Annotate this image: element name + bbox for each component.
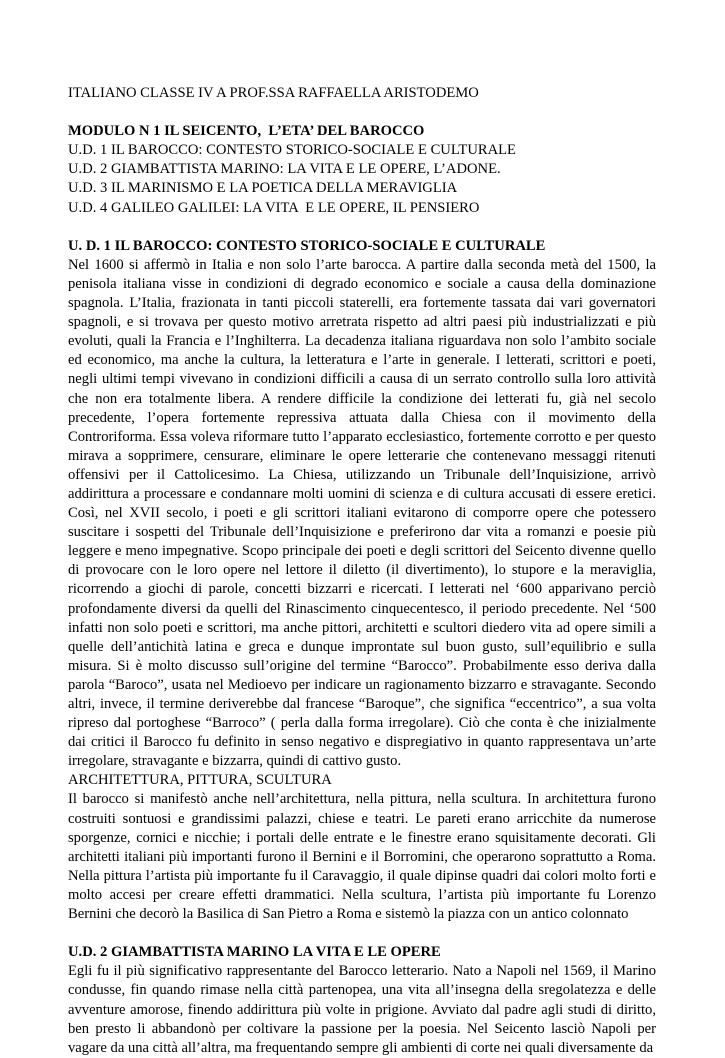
section-heading: U.D. 2 GIAMBATTISTA MARINO LA VITA E LE OPERE bbox=[68, 944, 441, 961]
spacer bbox=[68, 924, 656, 943]
section-paragraph: Nel 1600 si affermò in Italia e non solo l’arte barocca. A partire dalla seconda metà del 1500, la penisola italiana visse in condizioni di degrado economico e sociale a causa della dominazione spagnola. L’Italia, frazionata in tanti piccoli staterelli, era fortemente tassata dai vari governatori spagnoli, e si trovava per questo motivo arretrata rispetto ad altri paesi più industrializzati e più evoluti, quali la Francia e l’Inghilterra. La decadenza italiana riguardava non solo l’ambito sociale ed economico, ma anche la cultura, la letteratura e l’arte in generale. I letterati, scrittori e poeti, negli ultimi tempi vivevano in condizioni difficili a causa di un serrato controllo sulla loro attività che non era totalmente libera. A rendere difficile la condizione dei letterati fu, già nel secolo precedente, l’opera fortemente repressiva attuata dalla Chiesa con il movimento della Controriforma. Essa voleva riformare tutto l’apparato ecclesiastico, fortemente corrotto e per questo mirava a sopprimere, censurare, eliminare le opere letterarie che contenevano messaggi ritenuti offensivi per il Cattolicesimo. La Chiesa, utilizzando un Tribunale dell’Inquisizione, arrivò addirittura a processare e condannare molti uomini di scienza e di cultura accusati di essere eretici. Così, nel XVII secolo, i poeti e gli scrittori italiani evitarono di comporre opere che potessero suscitare i sospetti del Tribunale dell’Inquisizione e preferirono dar vita a romanzi e poesie più leggere e meno impegnative. Scopo principale dei poeti e degli scrittori del Seicento divenne quello di provocare con le loro opere nel lettore il diletto (il divertimento), lo stupore e la meraviglia, ricorrendo a giochi di parole, concetti bizzarri e ricercati. I letterati nel ‘600 apparivano perciò profondamente diversi da quelli del Rinascimento cinquecentesco, il periodo precedente. Nel ‘500 infatti non solo poeti e scrittori, ma anche pittori, architetti e scultori diedero vita ad opere simili a quelle dell’antichità latina e greca e dunque improntate sul buon gusto, sull’equilibrio e sulla misura. Si è molto discusso sull’origine del termine “Barocco”. Probabilmente esso deriva dalla parola “Baroco”, usata nel Medioevo per indicare un ragionamento bizzarro e stravagante. Secondo altri, invece, il termine deriverebbe dal francese “Baroque”, che significa “eccentrico”, a sua volta ripreso dal portoghese “Barroco” ( perla dalla forma irregolare). Ciò che conta è che inizialmente dai critici il Barocco fu definito in senso negativo e dispregiativo in quanto rappresentava un’arte irregolare, stravagante e bizzarra, quindi di cattivo gusto. bbox=[68, 256, 656, 770]
section-paragraph: Egli fu il più significativo rappresentante del Barocco letterario. Nato a Napoli nel 1569, il Marino condusse, fin quando rimase nella città partenopea, una vita all’insegna della sregolatezza e delle avventure amorose, finendo addirittura più volte in prigione. Avviato dal padre agli studi di diritto, ben presto li abbandonò per coltivare la passione per la poesia. Nel Seicento lasciò Napoli per vagare da una città all’altra, ma frequentando sempre gli ambienti di corte nei quali diversamente da bbox=[68, 963, 656, 1056]
spacer bbox=[68, 103, 656, 122]
unit-item: U.D. 1 IL BAROCCO: CONTESTO STORICO-SOCIALE E CULTURALE bbox=[68, 142, 516, 159]
unit-item: U.D. 2 GIAMBATTISTA MARINO: LA VITA E LE OPERE, L’ADONE. bbox=[68, 161, 501, 178]
unit-item: U.D. 4 GALILEO GALILEI: LA VITA E LE OPERE, IL PENSIERO bbox=[68, 199, 480, 216]
unit-item: U.D. 3 IL MARINISMO E LA POETICA DELLA MERAVIGLIA bbox=[68, 180, 458, 197]
module-title: MODULO N 1 IL SEICENTO, L’ETA’ DEL BAROCCO bbox=[68, 123, 425, 140]
spacer bbox=[68, 218, 656, 237]
section-heading: U. D. 1 IL BAROCCO: CONTESTO STORICO-SOCIALE E CULTURALE bbox=[68, 237, 546, 254]
section-paragraph: Il barocco si manifestò anche nell’architettura, nella pittura, nella scultura. In architettura furono costruiti sontuosi e grandissimi palazzi, chiese e teatri. Le pareti erano arricchite da numerose sporgenze, cornici e nicchie; i portali delle entrate e le finestre erano squisitamente decorati. Gli architetti italiani più importanti furono il Bernini e il Borromini, che operarono soprattutto a Roma. Nella pittura l’artista più importante fu il Caravaggio, il quale dipinse quadri dai colori molto forti e molto accesi per creare effetti drammatici. Nella scultura, l’artista più importante fu Lorenzo Bernini che decorò la Basilica di San Pietro a Roma e sistemò la piazza con un antico colonnato bbox=[68, 791, 656, 923]
document-page bbox=[68, 84, 656, 1058]
class-header: ITALIANO CLASSE IV A PROF.SSA RAFFAELLA ARISTODEMO bbox=[68, 85, 479, 101]
section-subheading: ARCHITETTURA, PITTURA, SCULTURA bbox=[68, 772, 332, 789]
